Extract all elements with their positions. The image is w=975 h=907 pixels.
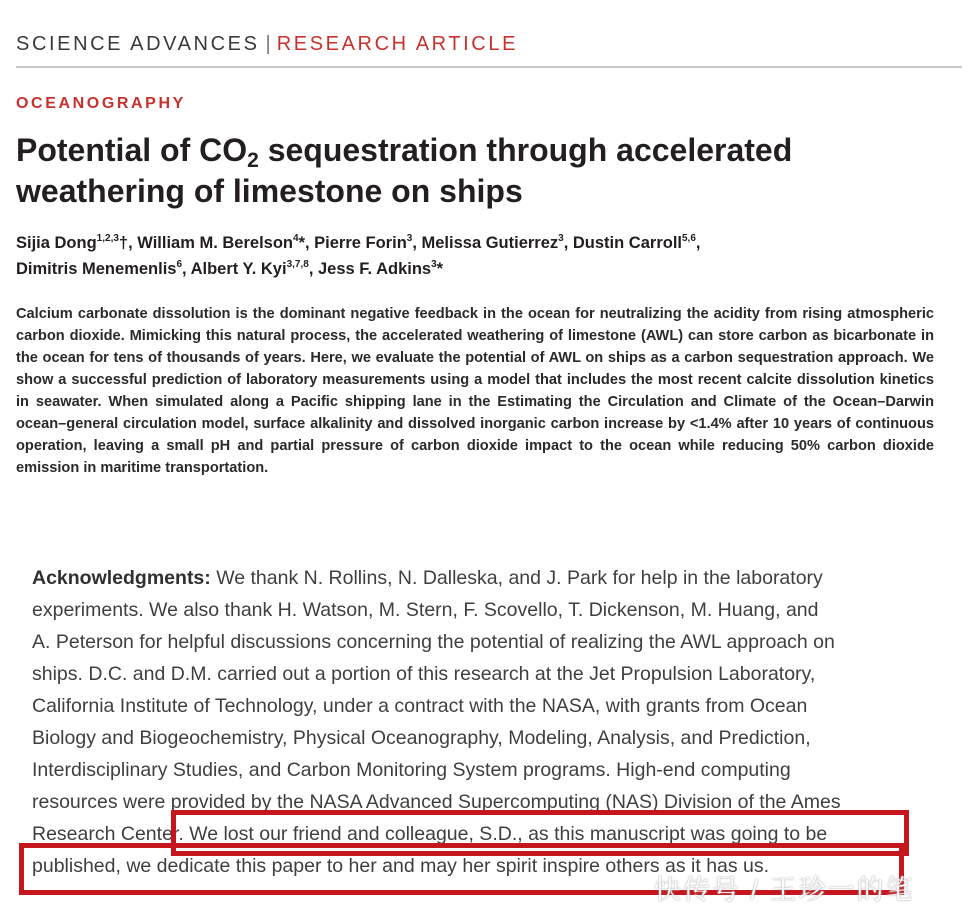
journal-name: SCIENCE ADVANCES (16, 33, 260, 55)
acknowledgments-line (32, 818, 932, 850)
author-list: Sijia Dong$^{1,2,3}$†, William M. Berelson$^4$*, Pierre Forin$^3$, Melissa Gutierrez$^3$, Dustin Carroll$^{5,6}$, Dimitris Menemenlis$^6$, Albert Y. Kyi$^{3,7,8}$, Jess F. Adkins$^3$* (16, 233, 701, 278)
acknowledgments-line (32, 626, 932, 658)
title-part-1: Potential of CO (16, 132, 248, 168)
acknowledgments-text: published, we dedicate this paper to her and may her spirit inspire others as it has us. (32, 855, 770, 877)
acknowledgments-text: We thank N. Rollins, N. Dalleska, and J. Park for help in the laboratory (210, 567, 823, 589)
acknowledgments-text: resources were provided by the NASA Advanced Supercomputing (NAS) Division of the Ames (32, 791, 841, 813)
acknowledgments-line (32, 594, 932, 626)
author-mark: * (436, 260, 444, 278)
watermark: 快传号 / 王珍一的笔 (654, 875, 915, 905)
author: William M. Berelson (137, 234, 293, 252)
author-affiliation: 4 (293, 233, 299, 244)
article-type: RESEARCH ARTICLE (276, 33, 519, 55)
author-affiliation: 6 (176, 259, 183, 270)
author: Pierre Forin (314, 234, 407, 252)
author-mark: * (298, 234, 305, 252)
acknowledgments-text: California Institute of Technology, under a contract with the NASA, with grants from Ocean (32, 695, 808, 717)
title-part-2: sequestration through accelerated weathering of limestone on ships (16, 132, 793, 209)
author: Jess F. Adkins (318, 260, 432, 278)
author: Albert Y. Kyi (190, 260, 287, 278)
acknowledgments-line (32, 690, 932, 722)
acknowledgments-text: Biology and Biogeochemistry, Physical Oceanography, Modeling, Analysis, and Prediction, (32, 727, 811, 749)
acknowledgments-text: ships. D.C. and D.M. carried out a portion of this research at the Jet Propulsion Laboratory, (32, 663, 816, 685)
acknowledgments-line (32, 786, 932, 818)
author-affiliation: 5,6 (682, 233, 696, 244)
author-mark: † (118, 234, 129, 252)
author-affiliation: 3 (558, 233, 564, 244)
author: Dustin Carroll (572, 234, 682, 252)
section-label: OCEANOGRAPHY (16, 95, 186, 112)
author: Melissa Gutierrez (421, 234, 559, 252)
title-subscript: 2 (247, 149, 259, 172)
journal-header (16, 33, 518, 56)
header-separator: | (265, 33, 271, 55)
abstract: Calcium carbonate dissolution is the dominant negative feedback in the ocean for neutralizing the acidity from rising atmospheric carbon dioxide. Mimicking this natural process, the accelerated weathering of limestone (AWL) can store carbon as bicarbonate in the ocean for tens of thousands of years. Here, we evaluate the potential of AWL on ships as a carbon sequestration approach. We show a successful prediction of laboratory measurements using a model that includes the most recent calcite dissolution kinetics in seawater. When simulated along a Pacific shipping lane in the Estimating the Circulation and Climate of the Ocean–Darwin ocean–general circulation model, surface alkalinity and dissolved inorganic carbon increase by <1.4% after 10 years of continuous operation, leaving a small pH and partial pressure of carbon dioxide impact to the ocean while reducing 50% carbon dioxide emission in maritime transportation. (16, 306, 934, 476)
acknowledgments-text: Interdisciplinary Studies, and Carbon Monitoring System programs. High-end computing (32, 759, 791, 781)
acknowledgments-line (32, 658, 932, 690)
acknowledgments-text: A. Peterson for helpful discussions concerning the potential of realizing the AWL approach on (32, 631, 835, 653)
author: Dimitris Menemenlis (16, 260, 177, 278)
author-affiliation: 1,2,3 (96, 233, 119, 244)
acknowledgments-line (32, 722, 932, 754)
author-affiliation: 3 (406, 233, 413, 244)
author-affiliation: 3,7,8 (286, 259, 309, 270)
acknowledgments-text: experiments. We also thank H. Watson, M. Stern, F. Scovello, T. Dickenson, M. Huang, and (32, 599, 819, 621)
author-affiliation: 3 (431, 259, 437, 270)
acknowledgments-label: Acknowledgments: (32, 567, 211, 589)
header-rule (16, 66, 962, 68)
acknowledgments (32, 562, 932, 882)
acknowledgments-line (32, 562, 932, 594)
acknowledgments-text: Research Center. We lost our friend and colleague, S.D., as this manuscript was going to be (32, 823, 828, 845)
author: Sijia Dong (16, 234, 97, 252)
acknowledgments-line (32, 754, 932, 786)
article-title (16, 130, 956, 212)
